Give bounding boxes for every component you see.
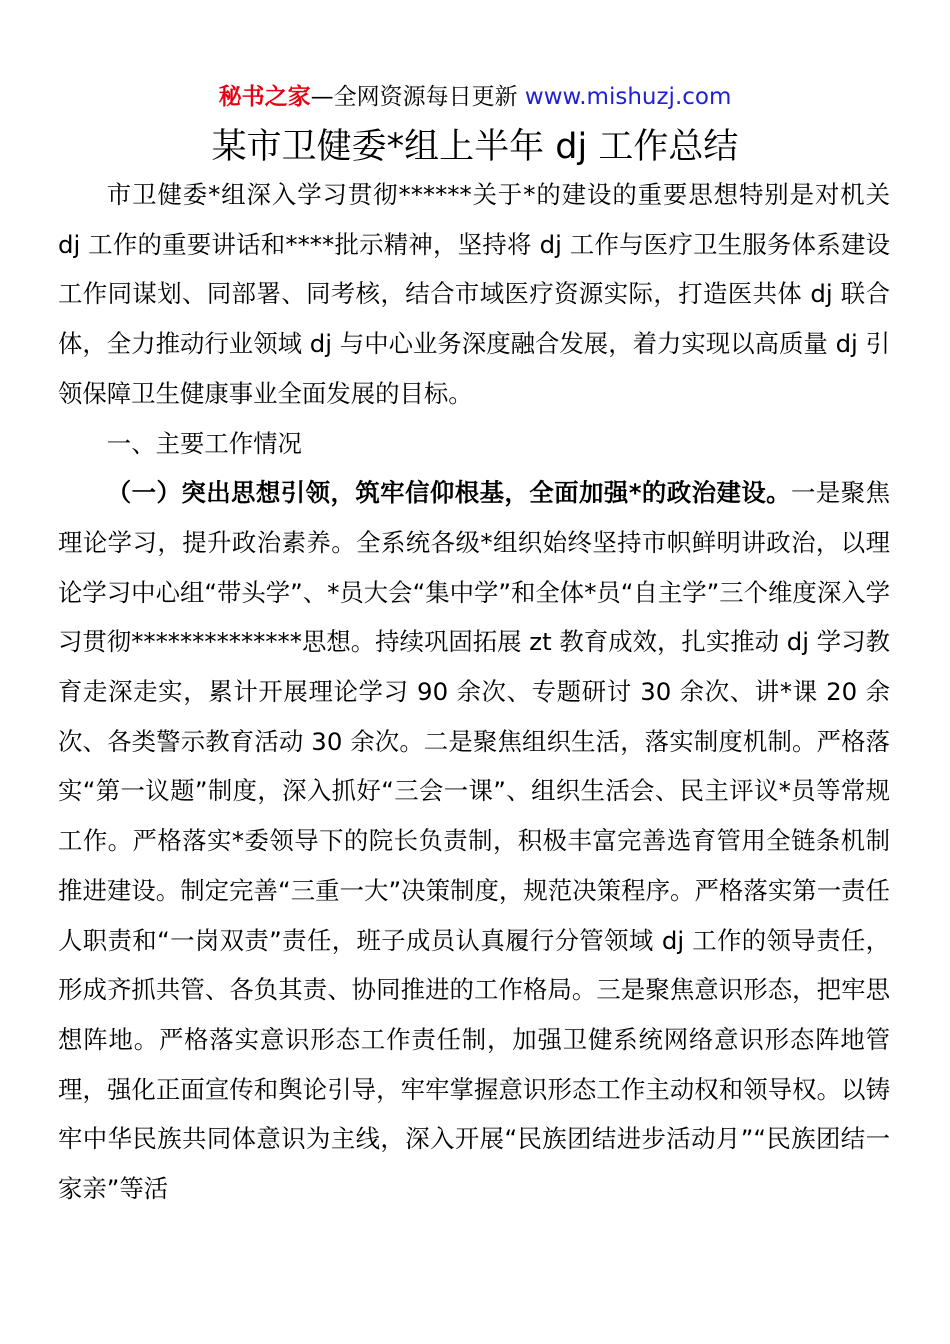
site-url-link[interactable]: www.mishuzj.com <box>524 84 732 110</box>
brand-name: 秘书之家 <box>218 84 311 110</box>
intro-paragraph: 市卫健委*组深入学习贯彻******关于*的建设的重要思想特别是对机关 dj 工作的重要讲话和****批示精神，坚持将 dj 工作与医疗卫生服务体系建设工作同谋划、同部署、同考核，结合市域医疗资源实际，打造医共体 dj 联合体，全力推动行业领域 dj 与中心业务深度融合发展，着力实现以高质量 dj 引领保障卫生健康事业全面发展的目标。 <box>58 180 890 408</box>
subsection-paragraph <box>58 468 890 1214</box>
document-title: 某市卫健委*组上半年 dj 工作总结 <box>211 127 739 167</box>
document-body <box>58 170 890 1214</box>
site-header <box>0 80 950 114</box>
subsection-heading: （一）突出思想引领，筑牢信仰根基，全面加强*的政治建设。 <box>106 478 792 508</box>
subsection-body: 一是聚焦理论学习，提升政治素养。全系统各级*组织始终坚持市帜鲜明讲政治，以理论学习中心组“带头学”、*员大会“集中学”和全体*员“自主学”三个维度深入学习贯彻**************思想。持续巩固拓展 zt 教育成效，扎实推动 dj 学习教育走深走实，累计开展理论学习 90 余次、专题研讨 30 余次、讲*课 20 余次、各类警示教育活动 30 余次。二是聚焦组织生活，落实制度机制。严格落实“第一议题”制度，深入抓好“三会一课”、组织生活会、民主评议*员等常规工作。严格落实*委领导下的院长负责制，积极丰富完善选育管用全链条机制推进建设。制定完善“三重一大”决策制度，规范决策程序。严格落实第一责任人职责和“一岗双责”责任，班子成员认真履行分管领域 dj 工作的领导责任，形成齐抓共管、各负其责、协同推进的工作格局。三是聚焦意识形态，把牢思想阵地。严格落实意识形态工作责任制，加强卫健系统网络意识形态阵地管理，强化正面宣传和舆论引导，牢牢掌握意识形态工作主动权和领导权。以铸牢中华民族共同体意识为主线，深入开展“民族团结进步活动月”“民族团结一家亲”等活 <box>58 478 890 1204</box>
section-heading: 一、主要工作情况 <box>106 428 302 458</box>
header-slogan: —全网资源每日更新 <box>310 84 525 110</box>
